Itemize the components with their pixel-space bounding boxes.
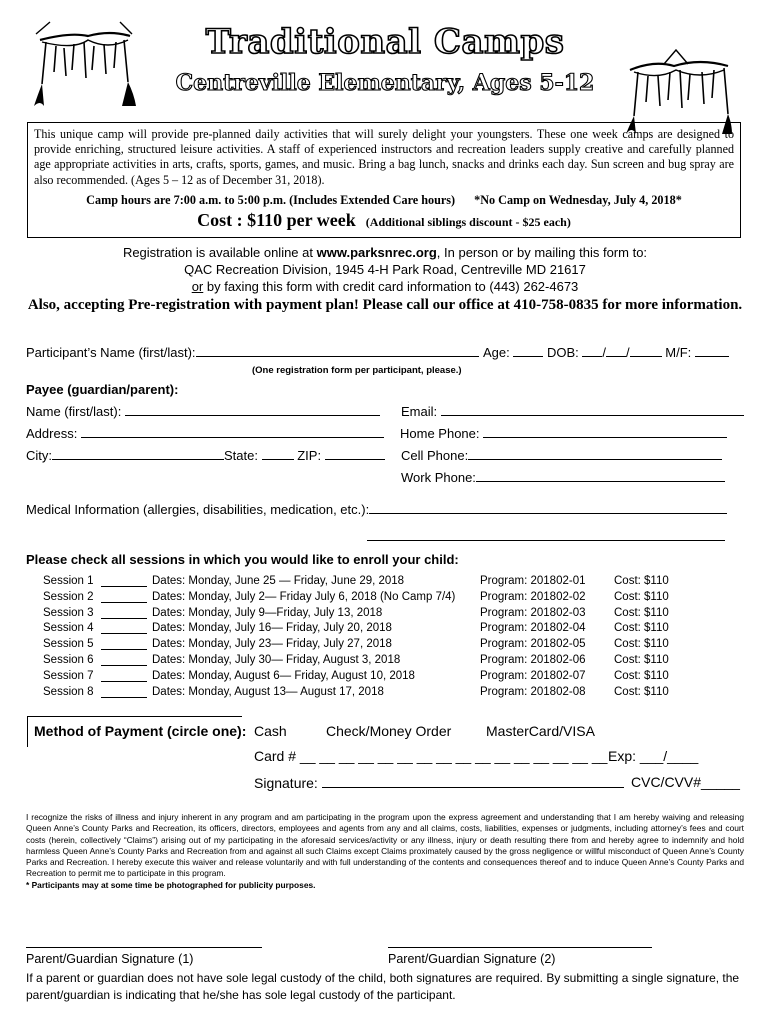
session-row [43, 622, 743, 638]
state-label: State: [224, 448, 258, 463]
mf-label: M/F: [665, 345, 692, 360]
session-cost: Cost: $110 [614, 638, 669, 651]
exp-row [608, 748, 698, 764]
cell-phone-label: Cell Phone: [401, 448, 469, 463]
medical-label: Medical Information (allergies, disabilities, medication, etc.): [26, 502, 370, 517]
session-label: Session 6 [43, 654, 94, 666]
session-program: Program: 201802-01 [480, 575, 586, 587]
address-row [26, 426, 384, 441]
session-label: Session 8 [43, 685, 94, 698]
session-label: Session 2 [43, 590, 94, 603]
payee-name-field[interactable] [125, 404, 380, 416]
participant-name-label: Participant’s Name (first/last): [26, 345, 196, 360]
page-subtitle: Centreville Elementary, Ages 5-12 [175, 70, 595, 96]
email-field[interactable] [441, 404, 744, 416]
session-dates: Dates: Monday, July 23— Friday, July 27, 2018 [152, 638, 392, 651]
session-row [43, 670, 743, 686]
session-cost: Cost: $110 [614, 590, 669, 603]
session-cost: Cost: $110 [614, 669, 669, 682]
photo-note: * Participants may at some time be photographed for publicity purposes. [26, 879, 316, 890]
address-field[interactable] [81, 426, 384, 438]
registration-info [0, 244, 770, 295]
custody-note: If a parent or guardian does not have sole legal custody of the child, both signatures are required. By submitting a single signature, the parent/guardian is indicating that he/she has sole legal custody of the participant. [26, 971, 740, 1002]
intro-box [27, 122, 741, 238]
session-row [43, 686, 743, 702]
session-row [43, 575, 743, 591]
dob-label: DOB: [547, 345, 579, 360]
session-program: Program: 201802-08 [480, 685, 586, 698]
signature-2-field[interactable] [388, 947, 652, 948]
medical-field-line2[interactable] [367, 540, 725, 541]
session-cost: Cost: $110 [614, 654, 669, 666]
signature-1-label: Parent/Guardian Signature (1) [26, 952, 194, 966]
session-label: Session 1 [43, 575, 94, 587]
session-cost: Cost: $110 [614, 685, 669, 698]
session-dates: Dates: Monday, July 16— Friday, July 20, 2018 [152, 622, 392, 635]
medical-row [26, 502, 727, 517]
cell-phone-field[interactable] [468, 448, 722, 460]
sibling-discount: (Additional siblings discount - $25 each) [365, 214, 571, 229]
email-label: Email: [401, 404, 438, 419]
home-phone-label: Home Phone: [400, 426, 480, 441]
session-check-field[interactable] [101, 638, 147, 650]
participant-row [26, 345, 479, 360]
payment-option-check[interactable]: Check/Money Order [326, 723, 452, 739]
cvc-label: CVC/CVV# [631, 774, 702, 790]
dob-separator: / [602, 345, 607, 360]
no-camp-note: *No Camp on Wednesday, July 4, 2018* [474, 192, 682, 207]
payee-name-label: Name (first/last): [26, 404, 122, 419]
session-dates: Dates: Monday, July 30— Friday, August 3, 2018 [152, 654, 401, 666]
reg-line1-end: , In person or by mailing this form to: [436, 245, 648, 260]
session-dates: Dates: Monday, August 6— Friday, August 10, 2018 [152, 669, 415, 682]
card-signature-label: Signature: [254, 775, 318, 791]
home-phone-field[interactable] [483, 426, 727, 438]
card-signature-row [254, 774, 624, 791]
signature-1-field[interactable] [26, 947, 262, 948]
or-text: or [191, 279, 204, 294]
one-form-note: (One registration form per participant, please.) [252, 365, 462, 376]
session-row [43, 654, 743, 670]
city-field[interactable] [52, 448, 224, 460]
cell-phone-row [401, 448, 722, 463]
session-check-field[interactable] [101, 654, 147, 666]
session-check-field[interactable] [101, 575, 147, 587]
home-phone-row [400, 426, 727, 441]
session-program: Program: 201802-04 [480, 622, 586, 635]
session-row [43, 638, 743, 654]
exp-field[interactable]: ___/____ [639, 748, 699, 764]
city-row [26, 448, 385, 463]
state-field[interactable] [262, 448, 294, 460]
session-check-field[interactable] [101, 607, 147, 619]
page-title: Traditional Camps [205, 22, 565, 62]
reg-line1-text: Registration is available online at [122, 245, 317, 260]
waiver-text: I recognize the risks of illness and injury inherent in any program and am participating in the program upon the express agreement and understanding that I am hereby waiving and releasing Queen Anne’s County Parks and Recreation, its officers, directors, employees and agents from any and all claims, costs, liabilities, expenses or judgments, including attorney’s fees and court costs (herein, collectively “Claims”) arising out of my participating in the aforesaid services/activity or any illness, injury or death resulting there from and hereby agree to indemnify and hold harmless Queen Anne’s County Parks and Recreation from and against all such Claims except Claims proximately caused by the gross negligence or willful misconduct of Queen Anne’s County Parks and Recreation. I hereby execute this waiver and release voluntarily and with full understanding of the contents and consequences thereof and to induce Queen Anne’s County Parks and Recreation to permit me to participate in this program. [26, 812, 744, 879]
age-label: Age: [483, 345, 510, 360]
session-check-field[interactable] [101, 591, 147, 603]
preregistration-note: Also, accepting Pre-registration with payment plan! Please call our office at 410-758-0835 for more information. [27, 297, 743, 313]
signature-2-label: Parent/Guardian Signature (2) [388, 952, 556, 966]
session-row [43, 591, 743, 607]
age-dob-row [483, 345, 729, 360]
session-check-field[interactable] [101, 622, 147, 634]
session-program: Program: 201802-03 [480, 606, 586, 619]
zip-label: ZIP: [297, 448, 322, 463]
session-dates: Dates: Monday, August 13— August 17, 2018 [152, 685, 384, 698]
camp-hours: Camp hours are 7:00 a.m. to 5:00 p.m. (Includes Extended Care hours) [86, 192, 456, 207]
participant-name-field[interactable] [196, 345, 479, 357]
address-label: Address: [26, 426, 78, 441]
exp-label: Exp: [608, 748, 637, 764]
session-cost: Cost: $110 [614, 575, 669, 587]
session-cost: Cost: $110 [614, 622, 669, 635]
card-number-row [254, 748, 607, 764]
work-phone-field[interactable] [476, 470, 725, 482]
email-row [401, 404, 744, 419]
payee-heading: Payee (guardian/parent): [26, 382, 179, 397]
session-program: Program: 201802-07 [480, 669, 586, 682]
payee-name-row [26, 404, 380, 419]
session-dates: Dates: Monday, July 2— Friday July 6, 2018 (No Camp 7/4) [152, 590, 456, 603]
mf-field[interactable] [695, 345, 729, 357]
liability-waiver [26, 812, 744, 891]
session-program: Program: 201802-02 [480, 590, 586, 603]
session-check-field[interactable] [101, 670, 147, 682]
cost-line [34, 210, 734, 231]
session-label: Session 5 [43, 638, 94, 651]
registration-url[interactable]: www.parksnrec.org [316, 245, 437, 260]
dob-separator: / [626, 345, 630, 360]
cvc-row [631, 774, 740, 790]
session-label: Session 4 [43, 622, 94, 635]
session-check-field[interactable] [101, 686, 147, 698]
camp-description: This unique camp will provide pre-planned daily activities that will surely delight your youngsters. These one week camps are designed to provide enriching, structured leisure activities. A staff of experienced instructors and recreation leaders supply creative and carefully planned age appropriate activities in arts, crafts, sports, games, and music. Bring a bag lunch, snacks and drinks each day. Sun screen and bug spray are also recommended. (Ages 5 – 12 as of December 31, 2018). [34, 127, 734, 187]
session-cost: Cost: $110 [614, 606, 669, 619]
medical-field[interactable] [369, 502, 727, 514]
fax-info: by faxing this form with credit card information to (443) 262-4673 [203, 279, 579, 294]
camp-hours-line [34, 193, 734, 208]
session-row [43, 607, 743, 623]
payment-option-cash[interactable]: Cash [254, 723, 287, 739]
session-label: Session 7 [43, 669, 94, 682]
session-program: Program: 201802-06 [480, 654, 586, 666]
age-field[interactable] [513, 345, 543, 357]
mailing-address: QAC Recreation Division, 1945 4-H Park Road, Centreville MD 21617 [184, 262, 586, 277]
city-label: City: [26, 448, 52, 463]
payment-option-card[interactable]: MasterCard/VISA [486, 723, 595, 739]
card-signature-field[interactable] [322, 774, 624, 788]
dob-year-field[interactable] [630, 345, 662, 357]
dob-day-field[interactable] [606, 345, 626, 357]
session-dates: Dates: Monday, June 25 — Friday, June 29, 2018 [152, 575, 405, 587]
cost-text: Cost : $110 per week [197, 209, 356, 230]
work-phone-row [401, 470, 725, 485]
sessions-heading: Please check all sessions in which you would like to enroll your child: [26, 552, 459, 567]
dob-month-field[interactable] [582, 345, 602, 357]
cvc-field[interactable]: _____ [701, 774, 740, 790]
session-dates: Dates: Monday, July 9—Friday, July 13, 2018 [152, 606, 383, 619]
card-number-label: Card # [254, 748, 297, 764]
session-program: Program: 201802-05 [480, 638, 586, 651]
session-label: Session 3 [43, 606, 94, 619]
zip-field[interactable] [325, 448, 385, 460]
card-number-field[interactable]: __ __ __ __ __ __ __ __ __ __ __ __ __ __ __ __ [299, 748, 608, 764]
work-phone-label: Work Phone: [401, 470, 476, 485]
payment-method-label: Method of Payment (circle one): [34, 723, 247, 739]
sessions-list [43, 575, 743, 705]
